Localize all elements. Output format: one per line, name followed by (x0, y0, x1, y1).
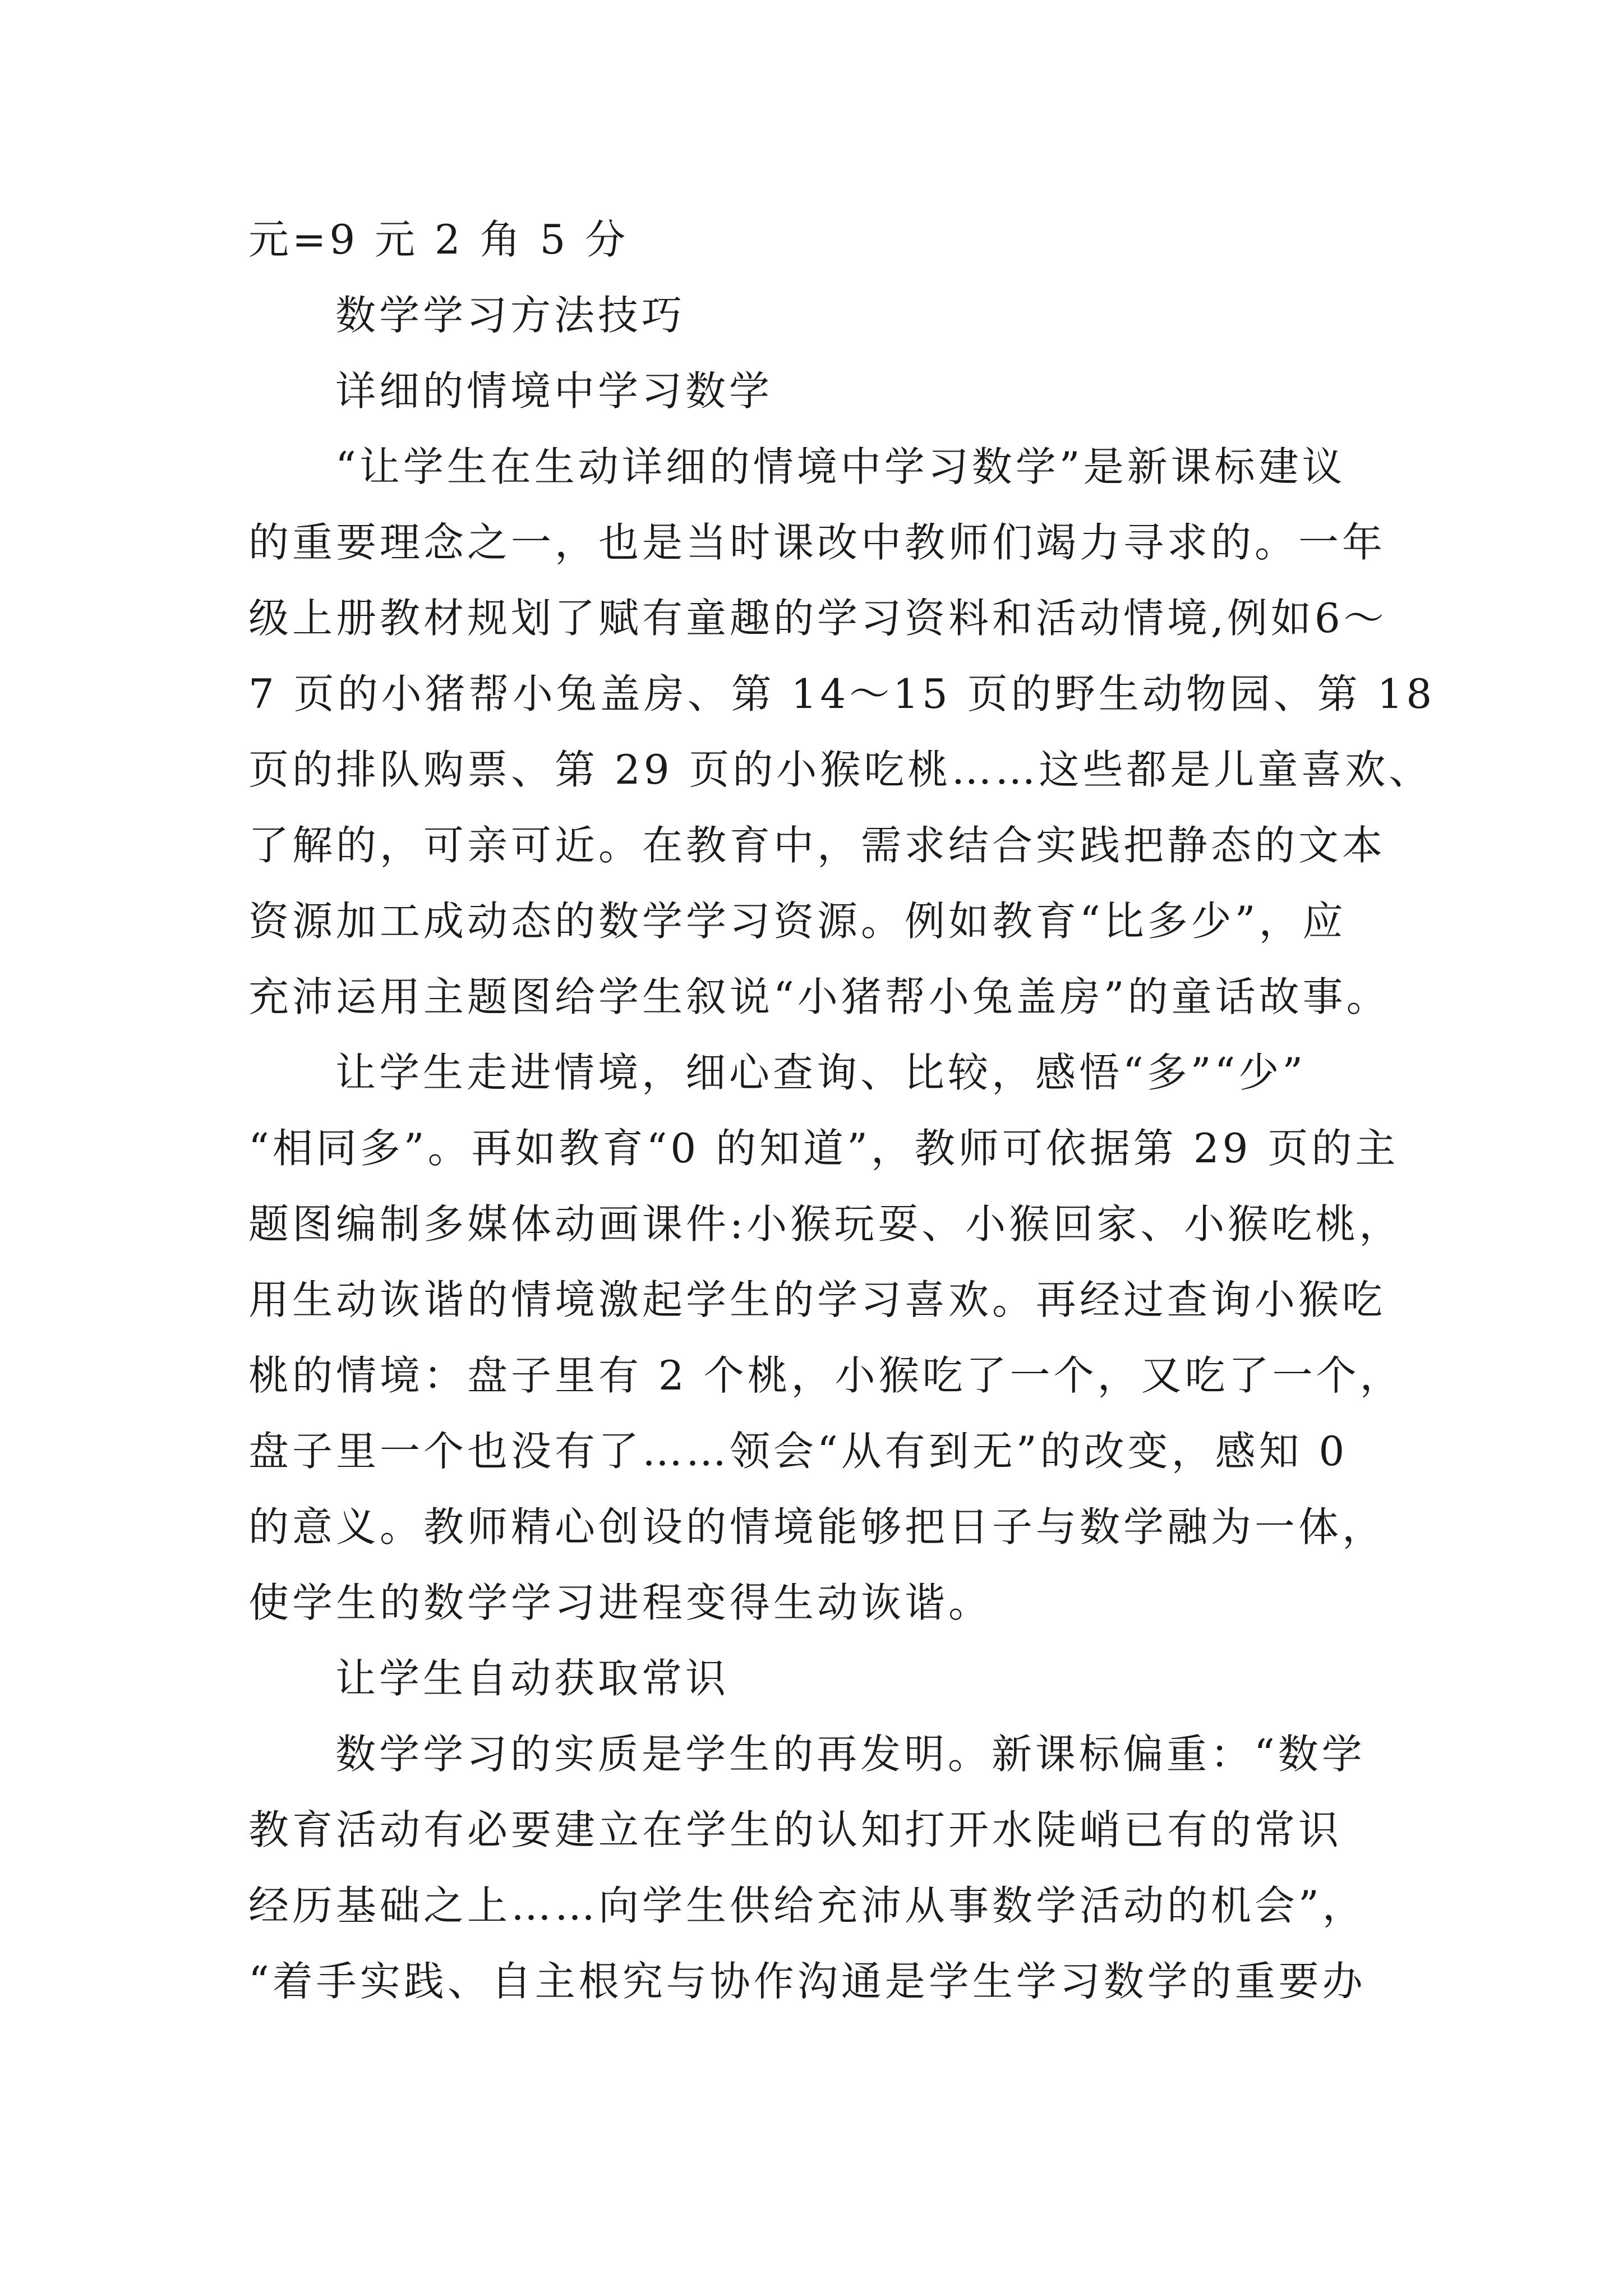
text-line: 资源加工成动态的数学学习资源。例如教育“比多少”，应 (248, 898, 1347, 945)
text-line: 桃的情境：盘子里有 2 个桃，小猴吃了一个，又吃了一个， (248, 1352, 1404, 1399)
subsection-title: 详细的情境中学习数学 (335, 367, 773, 415)
text-line: 级上册教材规划了赋有童趣的学习资料和活动情境,例如6～ (248, 595, 1387, 642)
text-line: “相同多”。再如教育“0 的知道”，教师可依据第 29 页的主 (248, 1125, 1399, 1172)
text-line: 元=9 元 2 角 5 分 (248, 216, 629, 263)
text-line: 7 页的小猪帮小兔盖房、第 14～15 页的野生动物园、第 18 (248, 670, 1436, 717)
text-line: 经历基础之上……向学生供给充沛从事数学活动的机会”， (248, 1882, 1366, 1929)
text-line: 教育活动有必要建立在学生的认知打开水陡峭已有的常识 (248, 1806, 1343, 1853)
text-line: 充沛运用主题图给学生叙说“小猪帮小兔盖房”的童话故事。 (248, 973, 1390, 1020)
text-line: 的意义。教师精心创设的情境能够把日子与数学融为一体， (248, 1503, 1386, 1550)
paragraph-start: “让学生在生动详细的情境中学习数学”是新课标建议 (335, 443, 1346, 490)
subsection-title: 让学生自动获取常识 (335, 1655, 730, 1702)
text-line: 用生动诙谐的情境激起学生的学习喜欢。再经过查询小猴吃 (248, 1276, 1386, 1323)
text-line: 盘子里一个也没有了……领会“从有到无”的改变，感知 0 (248, 1428, 1348, 1475)
text-line: 页的排队购票、第 29 页的小猴吃桃……这些都是儿童喜欢、 (248, 746, 1433, 793)
text-line: 了解的，可亲可近。在教育中，需求结合实践把静态的文本 (248, 822, 1386, 869)
text-line: 题图编制多媒体动画课件:小猴玩耍、小猴回家、小猴吃桃， (248, 1200, 1403, 1248)
text-line: “着手实践、自主根究与协作沟通是学生学习数学的重要办 (248, 1958, 1366, 2005)
section-title: 数学学习方法技巧 (335, 292, 686, 339)
text-line: 使学生的数学学习进程变得生动诙谐。 (248, 1579, 993, 1626)
document-body (248, 202, 1436, 2019)
text-line: 的重要理念之一，也是当时课改中教师们竭力寻求的。一年 (248, 519, 1386, 566)
paragraph-start: 让学生走进情境，细心查询、比较，感悟“多”“少” (335, 1049, 1307, 1096)
paragraph-start: 数学学习的实质是学生的再发明。新课标偏重：“数学 (335, 1731, 1366, 1778)
